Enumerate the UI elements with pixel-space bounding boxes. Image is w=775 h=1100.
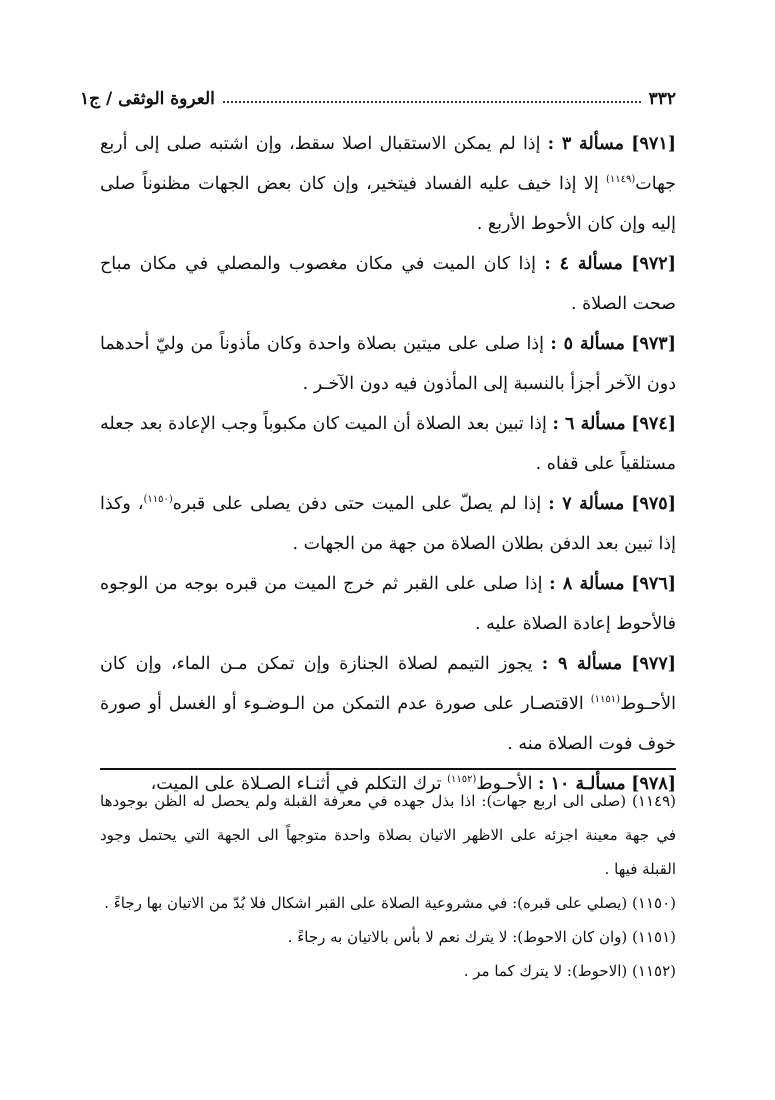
issue-text-cont: الاقتصـار على صورة عدم التمكن من الـوضـوء أو الغسل أو صورة خوف فوت الصلاة منه . (100, 694, 676, 754)
issue-text: إذا لم يصلّ على الميت حتى دفن يصلى على قبره (172, 494, 542, 514)
issue-text: إذا لم يمكن الاستقبال اصلا سقط، وإن اشتبه صلى إلى أربع جهات (100, 134, 676, 194)
issue-text-cont: إلا إذا خيف عليه الفساد فيتخير، وإن كان بعض الجهات مظنوناً صلى إليه وإن كان الأحوط الأربع . (100, 174, 676, 234)
issue-number: [٩٧٢] (631, 254, 676, 274)
issue-973 (100, 324, 676, 404)
issue-972 (100, 244, 676, 324)
issue-text: إذا صلى على القبر ثم خرج الميت من قبره بوجه من الوجوه فالأحوط إعادة الصلاة عليه . (100, 574, 676, 634)
footnote-1151: (١١٥١) (وان كان الاحوط): لا يترك نعم لا بأس بالاتيان به رجاءً . (287, 928, 676, 946)
footnote-ref: (١١٤٩) (606, 174, 636, 186)
footnote-ref: (١١٥٠) (143, 494, 173, 506)
issue-number: [٩٧٤] (631, 414, 676, 434)
issue-text-cont: ، وكذا إذا تبين بعد الدفن بطلان الصلاة من جهة من الجهات . (100, 494, 676, 554)
footnote-separator (100, 768, 676, 770)
footnote-ref: (١١٥٢) (447, 774, 477, 786)
footnote-1152: (١١٥٢) (الاحوط): لا يترك كما مر . (463, 962, 676, 980)
page-header (80, 84, 676, 114)
issue-text: يجوز التيمم لصلاة الجنازة وإن تمكن مـن الماء، وإن كان الأحـوط (100, 654, 676, 714)
issue-text: إذا كان الميت في مكان مغصوب والمصلي في مكان مباح صحت الصلاة . (100, 254, 676, 314)
issue-number: [٩٧٣] (631, 334, 676, 354)
issue-number: [٩٧٦] (631, 574, 676, 594)
issue-971 (100, 124, 676, 244)
footnote-ref: (١١٥١) (590, 694, 620, 706)
issue-label: مسألة ٥ : (550, 334, 625, 354)
issue-number: [٩٧٨] (631, 774, 676, 794)
issue-text-cont: ترك التكلم في أثنـاء الصـلاة على الميت، (150, 774, 442, 794)
footnotes (100, 784, 676, 988)
issue-text: إذا صلى على ميتين بصلاة واحدة وكان مأذوناً من وليّ أحدهما دون الآخر أجزأ بالنسبة إلى المأذون فيه دون الآخـر . (100, 334, 676, 394)
issue-label: مسألـة ١٠ : (538, 774, 626, 794)
issue-977 (100, 644, 676, 764)
issue-label: مسألة ٩ : (541, 654, 623, 674)
issue-974 (100, 404, 676, 484)
issue-label: مسألة ٤ : (544, 254, 623, 274)
issue-number: [٩٧١] (631, 134, 676, 154)
issue-label: مسألة ٧ : (548, 494, 625, 514)
page-number: ٣٣٢ (648, 89, 676, 109)
issue-text: الأحـوط (476, 774, 533, 794)
header-leader-dots (223, 101, 641, 103)
running-title: العروة الوثقى / ج١ (80, 89, 215, 109)
footnote-1150: (١١٥٠) (يصلي على قبره): في مشروعية الصلاة على القبر اشكال فلا بُدّ من الاتيان بها رجاءً . (104, 894, 676, 912)
issue-number: [٩٧٧] (631, 654, 677, 674)
issue-text: إذا تبين بعد الصلاة أن الميت كان مكبوباً وجب الإعادة بعد جعله مستلقياً على قفاه . (100, 414, 676, 474)
issue-label: مسألة ٨ : (549, 574, 625, 594)
issue-number: [٩٧٥] (631, 494, 676, 514)
issue-label: مسألة ٦ : (552, 414, 626, 434)
issue-label: مسألة ٣ : (547, 134, 625, 154)
issue-975 (100, 484, 676, 564)
main-text (100, 124, 676, 804)
footnote-1149: (١١٤٩) (صلى الى اربع جهات): اذا بذل جهده في معرفة القبلة ولم يحصل له الظن بوجودها في جهة معينة اجزئه على الاظهر الاتيان بصلاة واحدة متوجهاً الى الجهة التي يحتمل وجود القبلة فيها . (100, 792, 676, 878)
issue-976 (100, 564, 676, 644)
